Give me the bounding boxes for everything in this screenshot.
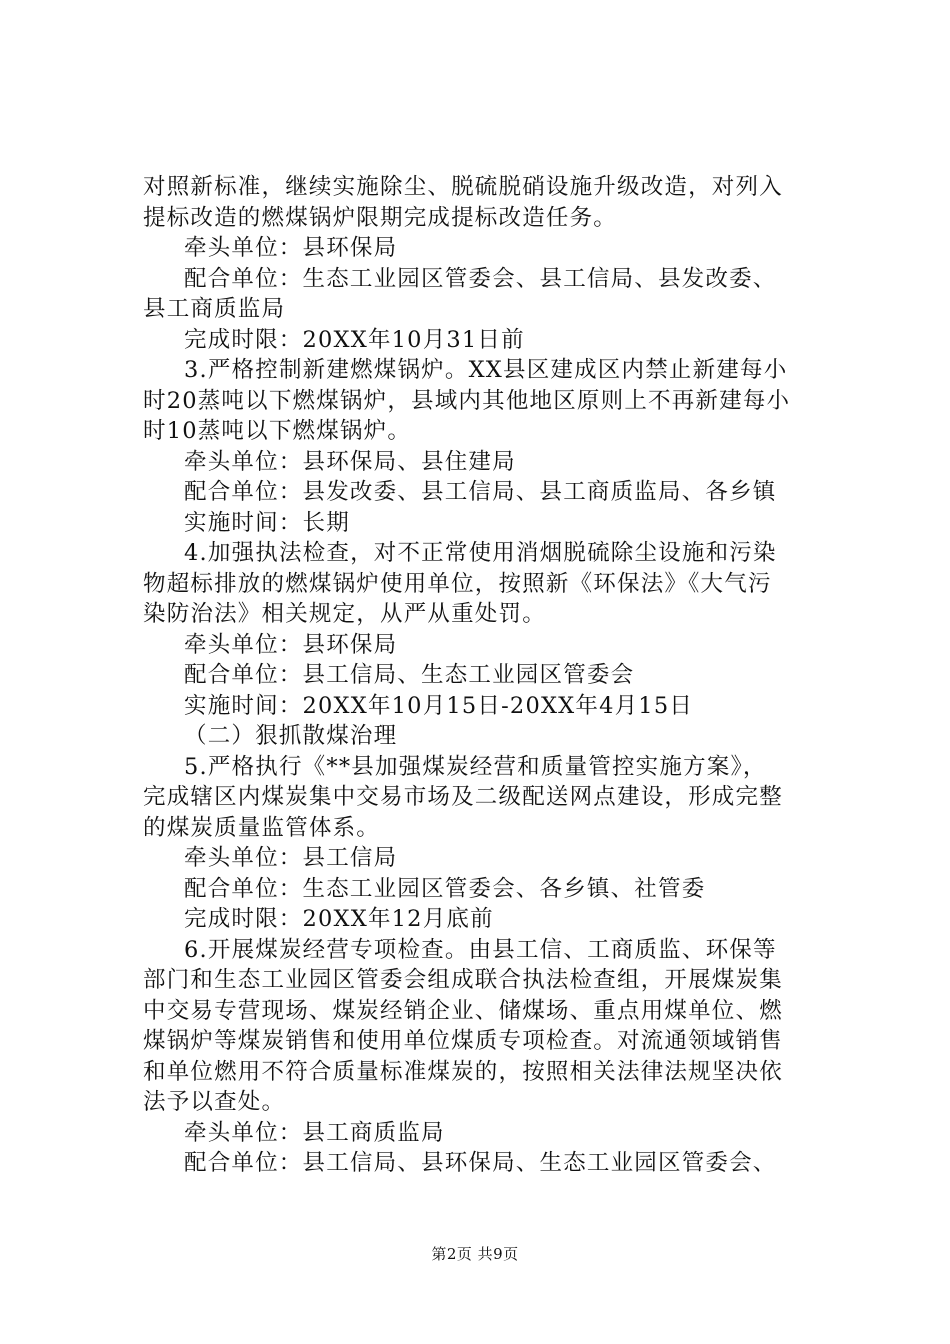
text-line: 法予以查处。 — [143, 1089, 286, 1115]
text-line: 牵头单位：县环保局 — [184, 235, 398, 261]
text-line: 实施时间：长期 — [184, 509, 350, 536]
text-line: 完成时限：20XX年12月底前 — [184, 906, 494, 932]
text-line: 牵头单位：县工商质监局 — [184, 1119, 445, 1146]
text-line: 牵头单位：县环保局、县住建局 — [184, 448, 516, 475]
text-line: 煤锅炉等煤炭销售和使用单位煤质专项检查。对流通领域销售 — [143, 1028, 783, 1054]
text-line: 配合单位：县工信局、生态工业园区管委会 — [184, 662, 635, 688]
text-line: （二）狠抓散煤治理 — [184, 723, 398, 749]
text-line: 时20蒸吨以下燃煤锅炉，县域内其他地区原则上不再新建每小 — [143, 387, 791, 414]
text-line: 实施时间：20XX年10月15日-20XX年4月15日 — [184, 692, 694, 719]
text-line: 4.加强执法检查，对不正常使用消烟脱硫除尘设施和污染 — [184, 540, 777, 566]
text-line: 县工商质监局 — [143, 296, 286, 322]
text-line: 5.严格执行《**县加强煤炭经营和质量管控实施方案》， — [184, 753, 767, 780]
text-line: 物超标排放的燃煤锅炉使用单位，按照新《环保法》《大气污 — [143, 570, 772, 597]
text-line: 配合单位：县发改委、县工信局、县工商质监局、各乡镇 — [184, 479, 777, 505]
text-line: 完成时限：20XX年10月31日前 — [184, 326, 525, 353]
text-line: 的煤炭质量监管体系。 — [143, 814, 381, 841]
text-line: 配合单位：生态工业园区管委会、各乡镇、社管委 — [184, 875, 706, 902]
page-footer: 第2页 共9页 — [431, 1245, 519, 1263]
text-line: 和单位燃用不符合质量标准煤炭的，按照相关法律法规坚决依 — [143, 1058, 783, 1085]
text-line: 染防治法》相关规定，从严从重处罚。 — [143, 601, 546, 627]
document-body — [143, 172, 833, 1179]
text-line: 牵头单位：县环保局 — [184, 631, 398, 658]
text-line: 部门和生态工业园区管委会组成联合执法检查组，开展煤炭集 — [143, 967, 783, 993]
text-line: 完成辖区内煤炭集中交易市场及二级配送网点建设，形成完整 — [143, 784, 783, 810]
text-line: 配合单位：生态工业园区管委会、县工信局、县发改委、 — [184, 265, 777, 292]
text-line: 提标改造的燃煤锅炉限期完成提标改造任务。 — [143, 204, 618, 231]
text-line: 牵头单位：县工信局 — [184, 845, 398, 871]
text-line: 6.开展煤炭经营专项检查。由县工信、工商质监、环保等 — [184, 936, 777, 963]
text-line: 3.严格控制新建燃煤锅炉。XX县区建成区内禁止新建每小 — [184, 357, 788, 383]
text-line: 配合单位：县工信局、县环保局、生态工业园区管委会、 — [184, 1150, 777, 1176]
text-line: 对照新标准，继续实施除尘、脱硫脱硝设施升级改造，对列入 — [143, 174, 783, 200]
text-line: 时10蒸吨以下燃煤锅炉。 — [143, 418, 412, 444]
text-line: 中交易专营现场、煤炭经销企业、储煤场、重点用煤单位、燃 — [143, 997, 783, 1024]
